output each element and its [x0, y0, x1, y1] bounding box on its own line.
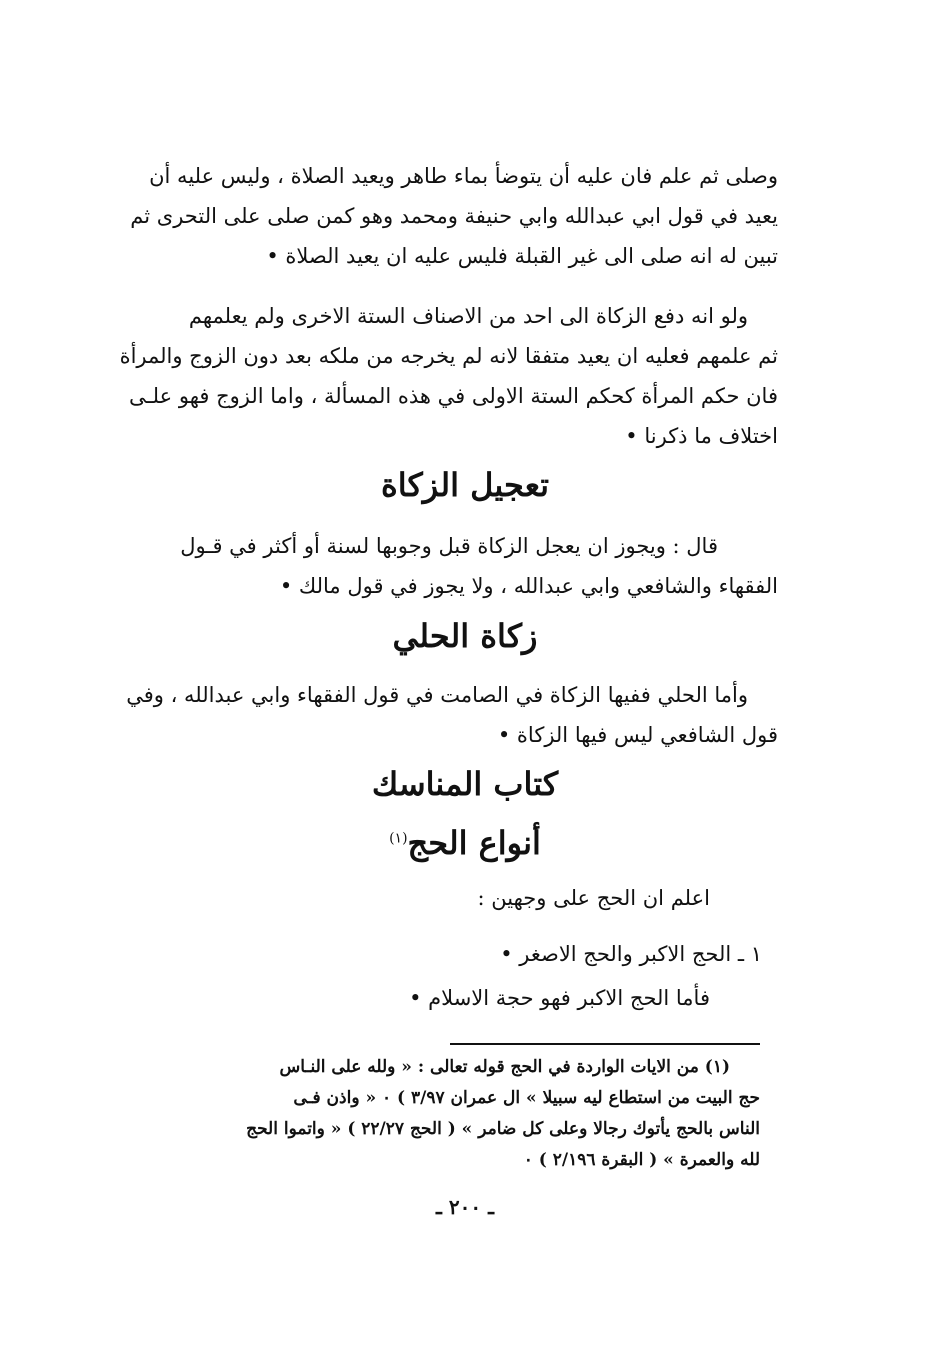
- paragraph-line: قال : ويجوز ان يعجل الزكاة قبل وجوبها لسنة أو أكثر في قـول: [180, 534, 718, 558]
- closing-line: فأما الحج الاكبر فهو حجة الاسلام •: [409, 986, 710, 1010]
- paragraph-line: اختلاف ما ذكرنا •: [625, 424, 778, 448]
- footnote-mark: (١): [389, 830, 408, 847]
- paragraph-line: وصلى ثم علم فان عليه أن يتوضأ بماء طاهر ويعيد الصلاة ، وليس عليه أن: [149, 164, 778, 188]
- footnote-line: حج البيت من استطاع ليه سبيلا » ال عمران ٣/٩٧ ) ٠ « واذن فـى: [293, 1088, 760, 1108]
- list-item-1: ١ ـ الحج الاكبر والحج الاصغر •: [500, 942, 762, 966]
- footnote-line: لله والعمرة » ( البقرة ٢/١٩٦ ) ٠: [523, 1150, 760, 1170]
- paragraph-line: فان حكم المرأة كحكم الستة الاولى في هذه المسألة ، واما الزوج فهو علـى: [129, 384, 778, 408]
- paragraph-line: وأما الحلي ففيها الزكاة في الصامت في قول الفقهاء وابي عبدالله ، وفي: [126, 683, 748, 707]
- paragraph-line: الفقهاء والشافعي وابي عبدالله ، ولا يجوز في قول مالك •: [279, 574, 778, 598]
- section-heading-jewelry-zakat: زكاة الحلي: [392, 617, 538, 655]
- paragraph-line: تبين له انه صلى الى غير القبلة فليس عليه ان يعيد الصلاة •: [266, 244, 778, 268]
- footnote-block: [120, 1052, 760, 1176]
- paragraph-4: [128, 675, 778, 755]
- intro-line: اعلم ان الحج على وجهين :: [477, 886, 710, 910]
- paragraph-3: [128, 526, 778, 606]
- paragraph-line: ثم علمهم فعليه ان يعيد متفقا لانه لم يخرجه من ملكه بعد دون الزوج والمرأة: [119, 344, 778, 368]
- footnote-divider: [450, 1043, 760, 1045]
- paragraph-line: قول الشافعي ليس فيها الزكاة •: [497, 723, 778, 747]
- section-heading-hajj-types: [0, 824, 930, 862]
- footnote-line: (١) من الايات الواردة في الحج قوله تعالى : « ولله على النـاس: [279, 1057, 730, 1077]
- footnote-line: الناس بالحج يأتوك رجالا وعلى كل ضامر » ( الحج ٢٢/٢٧ ) « واتموا الحج: [246, 1119, 760, 1139]
- paragraph-2: [119, 296, 778, 456]
- paragraph-1: [128, 156, 778, 276]
- page-number: ـ ٢٠٠ ـ: [436, 1195, 494, 1219]
- heading-text: أنواع الحج: [407, 824, 541, 862]
- chapter-heading-rituals: كتاب المناسك: [371, 765, 559, 803]
- paragraph-line: يعيد في قول ابي عبدالله وابي حنيفة ومحمد وهو كمن صلى على التحرى ثم: [130, 204, 778, 228]
- paragraph-line: ولو انه دفع الزكاة الى احد من الاصناف الستة الاخرى ولم يعلمهم: [188, 304, 748, 328]
- section-heading-zakat-advance: تعجيل الزكاة: [380, 466, 550, 504]
